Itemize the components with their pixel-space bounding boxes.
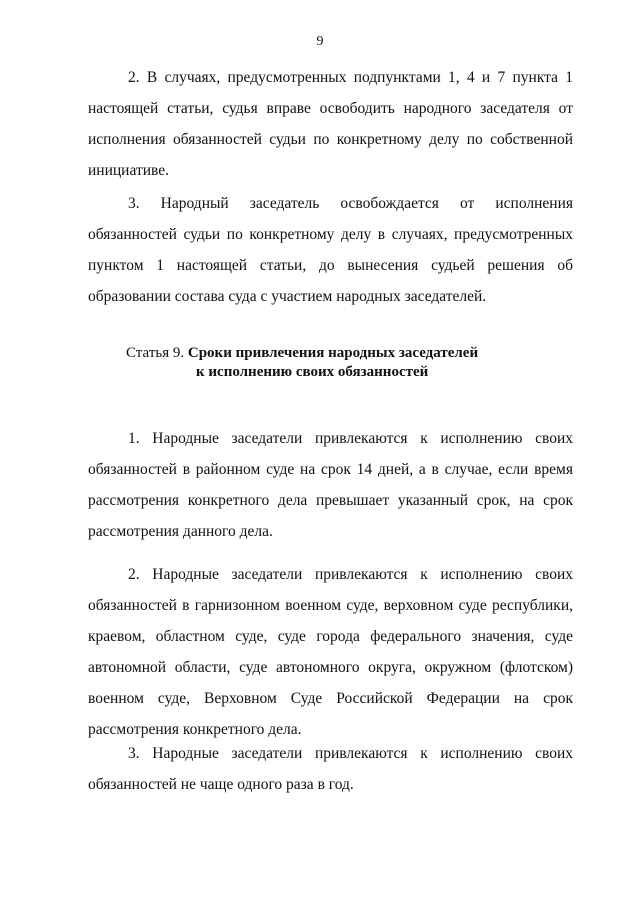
paragraph-article8-point2: 2. В случаях, предусмотренных подпунктами 1, 4 и 7 пункта 1 настоящей статьи, судья вправе освободить народного заседателя от исполнения обязанностей судьи по конкретному делу по собственной инициативе. (88, 69, 573, 179)
article-heading (126, 344, 546, 382)
article-title-line1: Сроки привлечения народных заседателей (187, 345, 479, 361)
paragraph-article8-point3: 3. Народный заседатель освобождается от исполнения обязанностей судьи по конкретному делу в случаях, предусмотренных пунктом 1 настоящей статьи, до вынесения судьей решения об образовании состава суда с участием народных заседателей. (88, 195, 573, 305)
article-title-line2: к исполнению своих обязанностей (196, 364, 429, 380)
page-number: 9 (316, 34, 324, 49)
paragraph-article9-point3: 3. Народные заседатели привлекаются к исполнению своих обязанностей не чаще одного раза в год. (88, 745, 573, 793)
paragraph-article9-point2: 2. Народные заседатели привлекаются к исполнению своих обязанностей в гарнизонном военном суде, верховном суде республики, краевом, областном суде, суде города федерального значения, суде автономной области, суде автономного округа, окружном (флотском) военном суде, Верховном Суде Российской Федерации на срок рассмотрения конкретного дела. (88, 566, 573, 738)
article-label: Статья 9. (126, 345, 185, 361)
paragraph-article9-point1: 1. Народные заседатели привлекаются к исполнению своих обязанностей в районном суде на срок 14 дней, а в случае, если время рассмотрения конкретного дела превышает указанный срок, на срок рассмотрения данного дела. (88, 430, 573, 540)
